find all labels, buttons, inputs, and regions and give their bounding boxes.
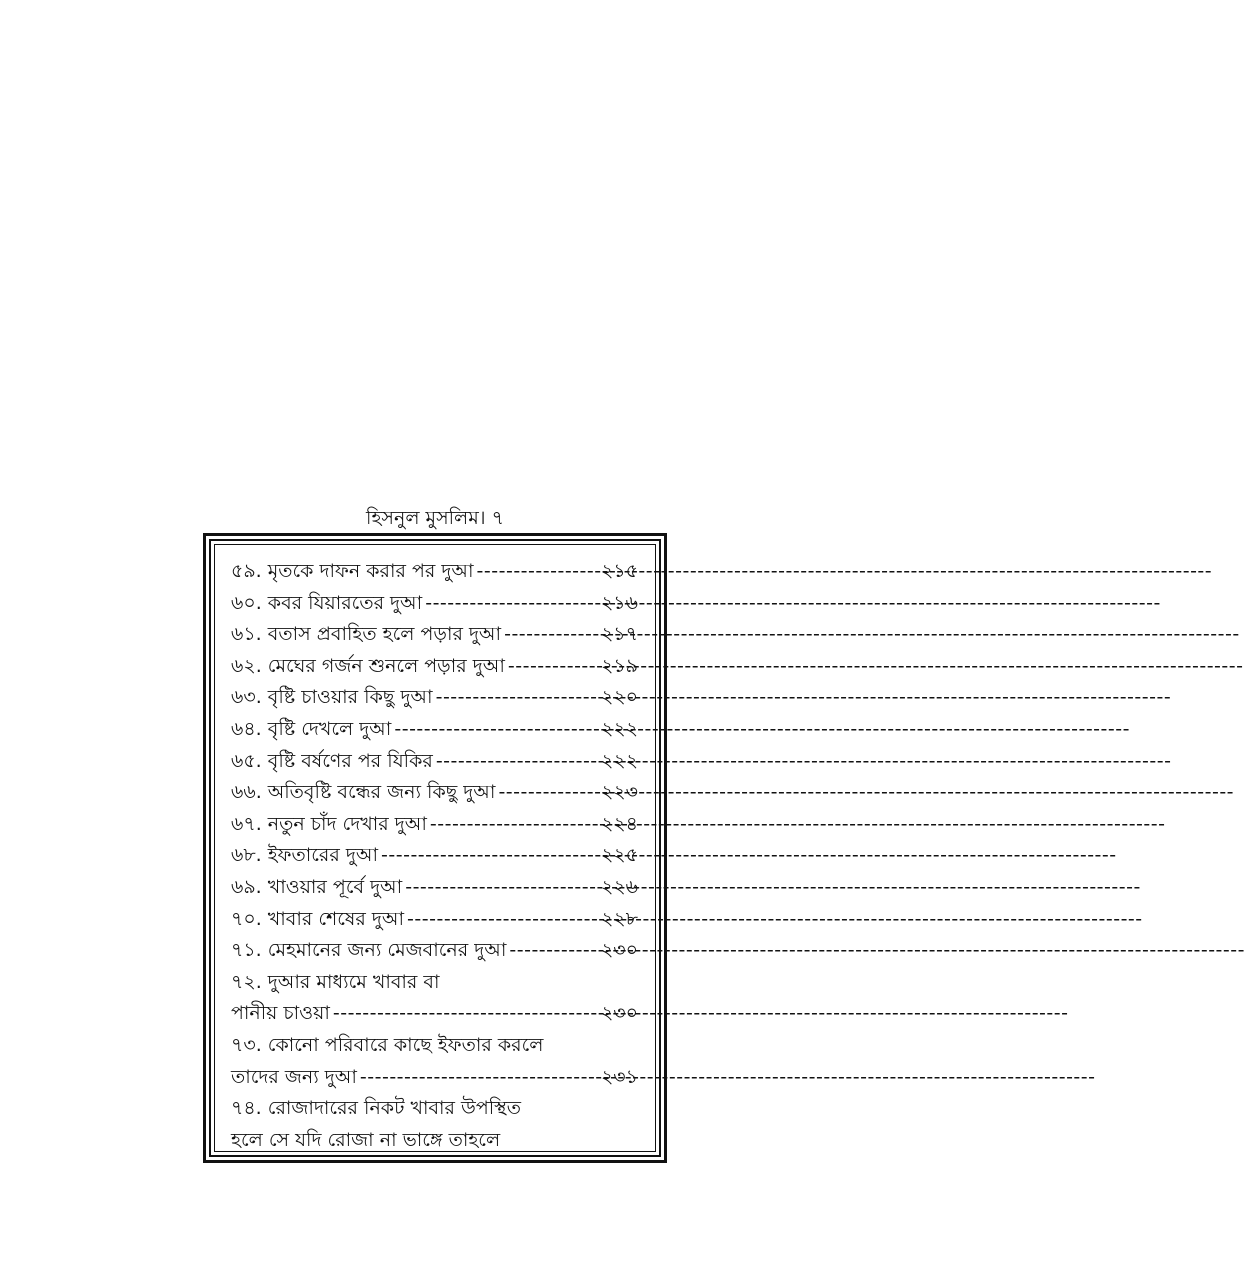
toc-entry-page-number: ২১৭ [600, 623, 638, 646]
toc-entry-title: ৬২. মেঘের গর্জন শুনলে পড়ার দুআ [231, 654, 505, 677]
toc-entry-title: ৭০. খাবার শেষের দুআ [231, 907, 405, 930]
toc-entry-page-number: ২৩০ [600, 939, 638, 962]
toc-entry [231, 714, 638, 746]
toc-entry-title: ৭১. মেহমানের জন্য মেজবানের দুআ [231, 939, 507, 962]
toc-entry-page-number: ২১৫ [600, 560, 638, 582]
toc-entry-page-number: ২২০ [600, 686, 638, 709]
toc-entry [231, 935, 638, 967]
toc-entry-title: ৬৭. নতুন চাঁদ দেখার দুআ [231, 812, 427, 835]
toc-entry [231, 588, 638, 620]
toc-frame [203, 533, 667, 1163]
dotted-leader [394, 714, 601, 746]
page-header: হিসনুল মুসলিম। ৭ [366, 507, 504, 529]
toc-entry-title: ৭২. দুআর মাধ্যমে খাবার বা [231, 970, 440, 993]
toc-entry-page-number: ২২৮ [600, 907, 638, 930]
dotted-leader [436, 682, 601, 714]
toc-entry-title: ৭৩. কোনো পরিবারে কাছে ইফতার করলে [231, 1033, 544, 1056]
dotted-leader [360, 1062, 601, 1094]
toc-entry [231, 1062, 638, 1094]
dotted-leader [430, 809, 601, 841]
toc-entry-title: ৫৯. মৃতকে দাফন করার পর দুআ [231, 560, 474, 582]
toc-entry [231, 777, 638, 809]
toc-entry [231, 840, 638, 872]
toc-entry-page-number: ২১৬ [600, 591, 638, 614]
dotted-leader [508, 651, 601, 683]
dotted-leader [509, 935, 601, 967]
toc-entry [231, 998, 638, 1030]
toc-entry-title: তাদের জন্য দুআ [231, 1065, 357, 1088]
toc-entry [231, 967, 638, 999]
toc-entry [231, 1125, 638, 1157]
table-of-contents [231, 556, 638, 1156]
toc-entry-page-number: ২২৪ [600, 812, 638, 835]
toc-entry-title: ৬৩. বৃষ্টি চাওয়ার কিছু দুআ [231, 686, 433, 709]
toc-entry-title: ৬৯. খাওয়ার পূর্বে দুআ [231, 875, 403, 898]
dotted-leader [436, 746, 601, 778]
toc-entry-title: ৬৪. বৃষ্টি দেখলে দুআ [231, 717, 392, 740]
toc-entry-page-number: ২১৯ [600, 654, 638, 677]
dotted-leader [425, 588, 601, 620]
toc-entry [231, 651, 638, 683]
toc-entry-title: ৭৪. রোজাদারের নিকট খাবার উপস্থিত [231, 1097, 521, 1120]
toc-entry-title: ৬০. কবর যিয়ারতের দুআ [231, 591, 423, 614]
toc-entry-page-number: ২২২ [600, 717, 638, 740]
toc-entry-page-number: ২৩১ [600, 1065, 638, 1088]
toc-entry [231, 619, 638, 651]
toc-entry [231, 682, 638, 714]
dotted-leader [405, 872, 601, 904]
toc-entry-title: হলে সে যদি রোজা না ভাঙ্গে তাহলে [231, 1128, 501, 1151]
dotted-leader [333, 998, 601, 1030]
toc-entry-title: ৬৫. বৃষ্টি বর্ষণের পর যিকির [231, 749, 433, 772]
toc-entry-title: ৬৮. ইফতারের দুআ [231, 844, 379, 867]
toc-entry-page-number: ২২২ [600, 749, 638, 772]
toc-entry [231, 746, 638, 778]
toc-entry-title: ৬১. বতাস প্রবাহিত হলে পড়ার দুআ [231, 623, 502, 646]
toc-entry [231, 1030, 638, 1062]
toc-entry-title: পানীয় চাওয়া [231, 1002, 330, 1025]
toc-entry [231, 809, 638, 841]
toc-entry-page-number: ২২৫ [600, 844, 638, 867]
toc-entry-title: ৬৬. অতিবৃষ্টি বন্ধের জন্য কিছু দুআ [231, 781, 496, 804]
dotted-leader [477, 556, 601, 588]
dotted-leader [504, 619, 601, 651]
toc-entry [231, 904, 638, 936]
toc-entry-page-number: ২২৩ [600, 781, 638, 804]
toc-entry [231, 1093, 638, 1125]
toc-entry [231, 872, 638, 904]
toc-entry-page-number: ২৩০ [600, 1002, 638, 1025]
dotted-leader [498, 777, 601, 809]
toc-entry [231, 556, 638, 588]
toc-entry-page-number: ২২৬ [600, 875, 638, 898]
dotted-leader [407, 904, 601, 936]
dotted-leader [381, 840, 601, 872]
